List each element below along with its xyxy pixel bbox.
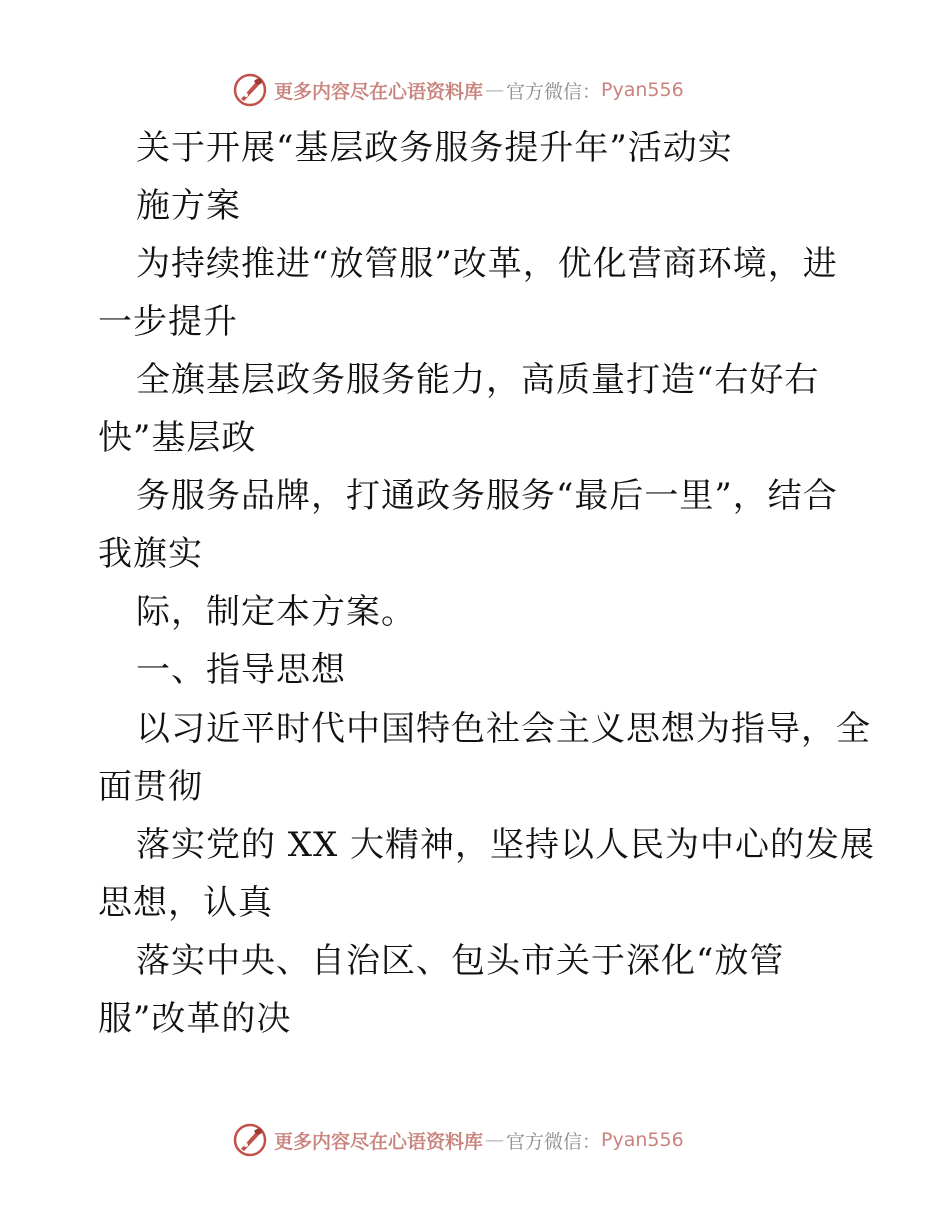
watermark-wechat-label: 官方微信： <box>506 1130 602 1153</box>
paragraph-line: 务服务品牌，打通政务服务“最后一里”，结合 <box>136 476 838 516</box>
header-watermark <box>232 72 684 108</box>
watermark-wechat-id: Pyan556 <box>601 1129 684 1151</box>
paragraph-line: 以习近平时代中国特色社会主义思想为指导，全 <box>136 709 871 749</box>
watermark-wechat-label: 官方微信： <box>506 80 602 103</box>
paragraph-line: 服”改革的决 <box>98 999 292 1039</box>
footer-watermark <box>232 1122 684 1158</box>
watermark-wechat-id: Pyan556 <box>601 79 684 101</box>
paragraph-line: 落实中央、自治区、包头市关于深化“放管 <box>136 941 785 981</box>
quill-pen-logo-icon <box>232 1122 268 1158</box>
paragraph-line: 一步提升 <box>98 302 238 342</box>
watermark-dash: — <box>485 1129 505 1151</box>
paragraph-line: 为持续推进“放管服”改革，优化营商环境，进 <box>136 244 838 284</box>
paragraph-line: 快”基层政 <box>98 418 257 458</box>
quill-pen-logo-icon <box>232 72 268 108</box>
paragraph-line: 际，制定本方案。 <box>136 592 416 632</box>
paragraph-line: 思想，认真 <box>98 883 273 923</box>
section-heading: 一、指导思想 <box>136 650 346 690</box>
watermark-text: 更多内容尽在心语资料库 <box>274 1130 484 1153</box>
paragraph-line: 全旗基层政务服务能力，高质量打造“右好右 <box>136 360 820 400</box>
document-title-line-2: 施方案 <box>136 186 241 226</box>
watermark-text: 更多内容尽在心语资料库 <box>274 80 484 103</box>
paragraph-line: 面贯彻 <box>98 767 203 807</box>
watermark-dash: — <box>485 79 505 101</box>
paragraph-line: 我旗实 <box>98 534 203 574</box>
document-title-line-1: 关于开展“基层政务服务提升年”活动实 <box>136 128 733 168</box>
paragraph-line: 落实党的 XX 大精神，坚持以人民为中心的发展 <box>136 825 876 865</box>
